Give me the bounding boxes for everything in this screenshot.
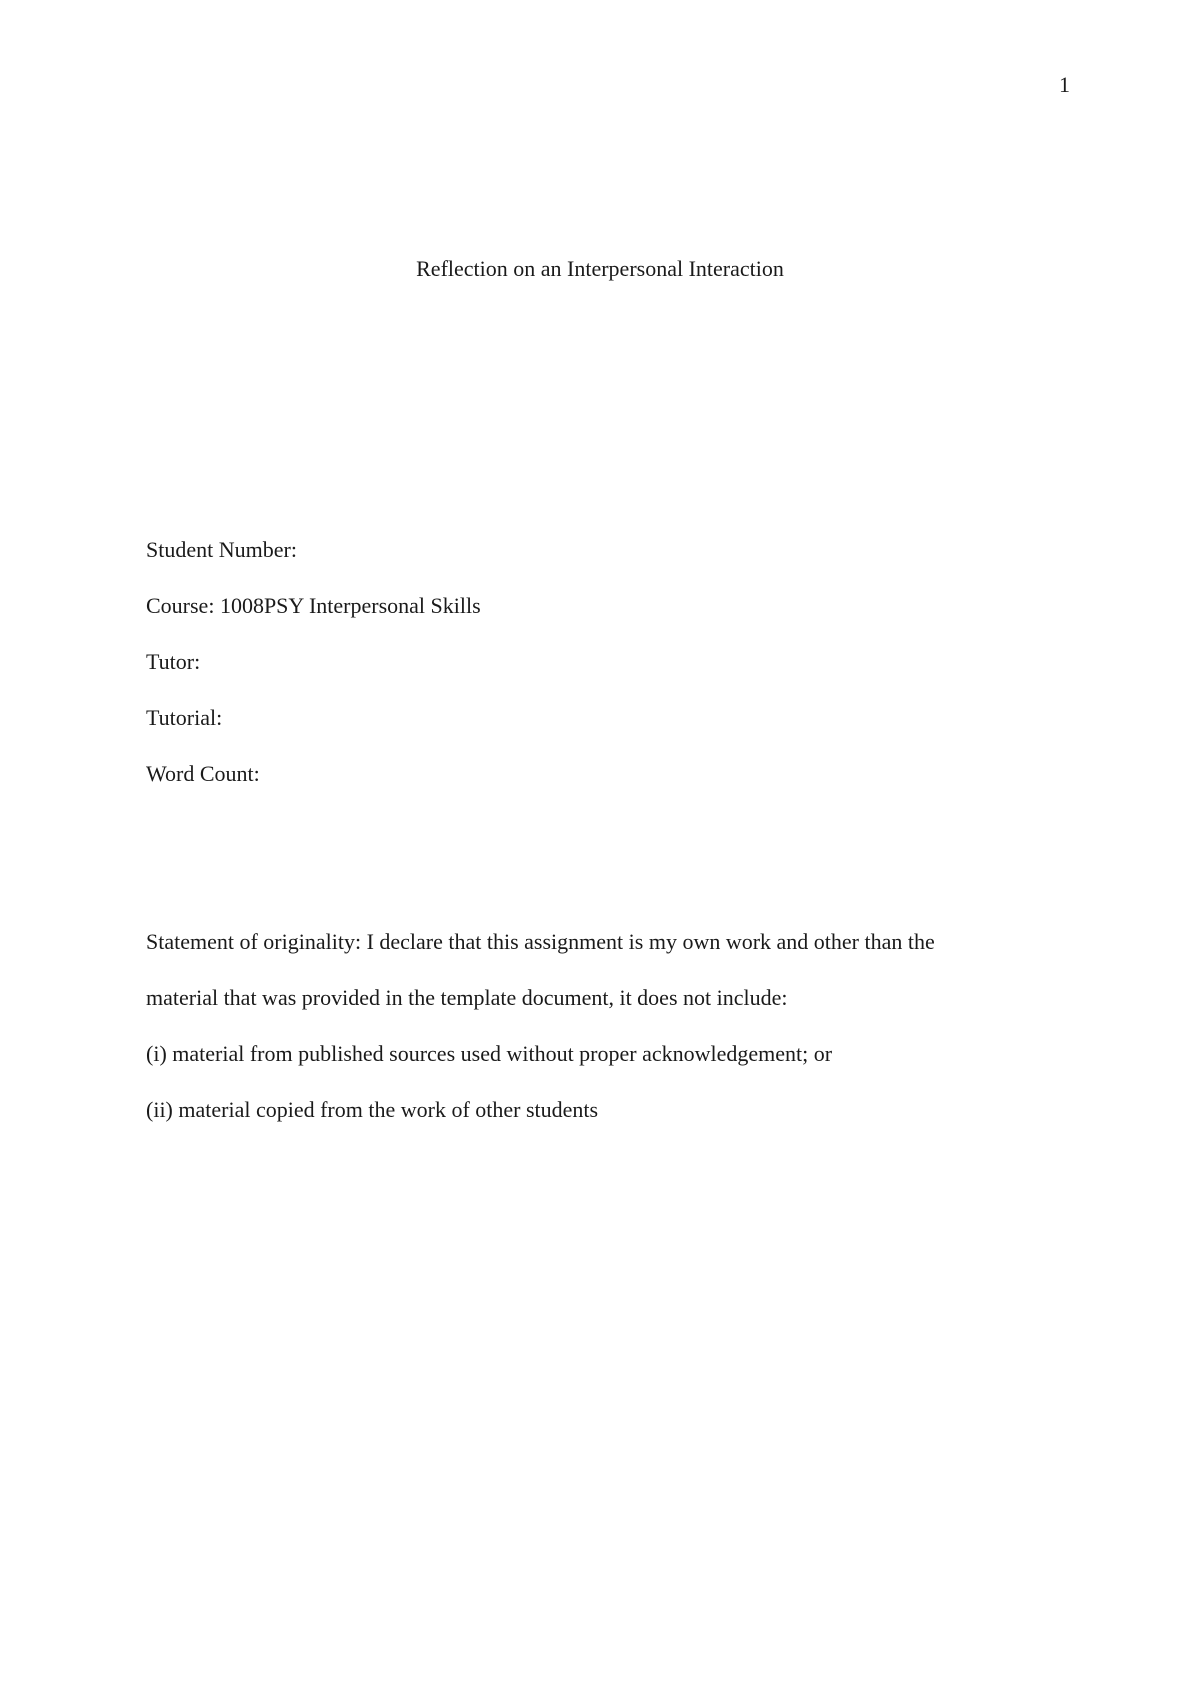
statement-item-1: (i) material from published sources used without proper acknowledgement; or bbox=[146, 1041, 833, 1066]
page-number: 1 bbox=[1059, 72, 1070, 97]
statement-line-1: Statement of originality: I declare that this assignment is my own work and other than the bbox=[146, 929, 935, 954]
tutorial-field: Tutorial: bbox=[146, 705, 223, 730]
course-field: Course: 1008PSY Interpersonal Skills bbox=[146, 593, 481, 618]
cover-details bbox=[146, 535, 1046, 815]
student-number-field: Student Number: bbox=[146, 537, 297, 562]
statement-item-2: (ii) material copied from the work of other students bbox=[146, 1097, 599, 1122]
word-count-field: Word Count: bbox=[146, 761, 260, 786]
statement-line-2: material that was provided in the template document, it does not include: bbox=[146, 985, 788, 1010]
tutor-field: Tutor: bbox=[146, 649, 201, 674]
document-title: Reflection on an Interpersonal Interaction bbox=[416, 256, 784, 281]
originality-statement bbox=[146, 927, 1086, 1151]
